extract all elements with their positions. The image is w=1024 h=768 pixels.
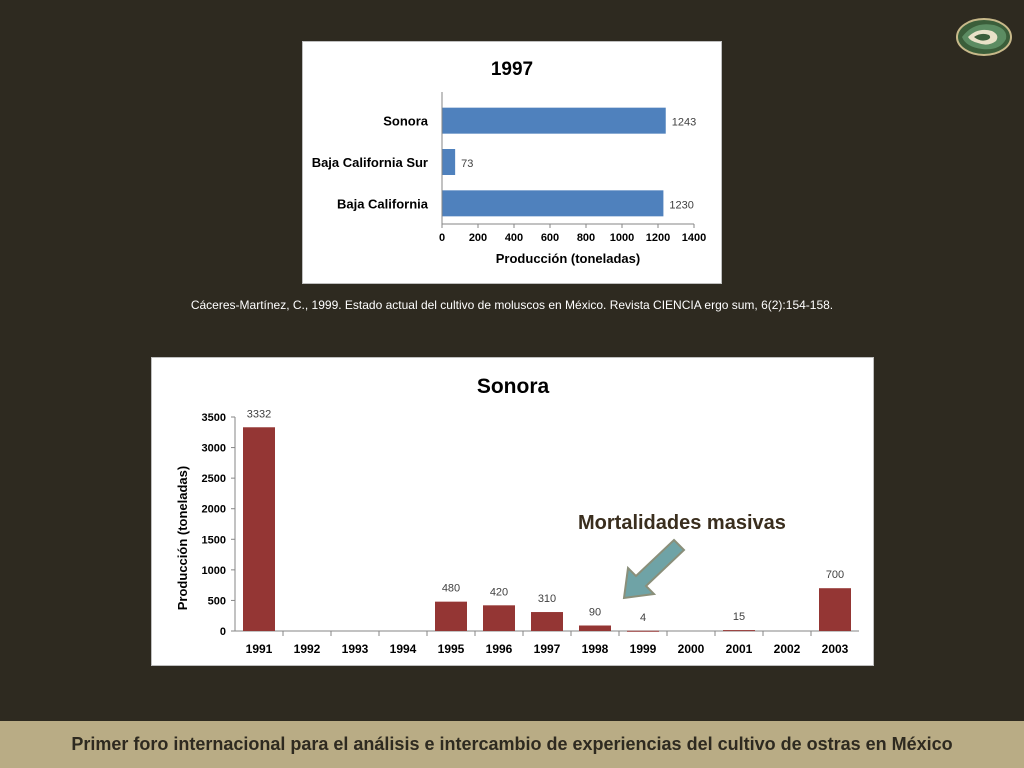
chart-title: 1997 (490, 59, 534, 80)
chart-1997-panel (302, 41, 722, 284)
chart-1997 (303, 42, 721, 283)
y-tick-label: 1000 (201, 564, 226, 577)
category-label: Baja California Sur (311, 155, 428, 170)
y-tick-label: 3000 (201, 442, 226, 455)
bar (442, 108, 666, 134)
data-label: 700 (825, 569, 845, 582)
chart-title: Sonora (476, 375, 550, 398)
bar (442, 190, 663, 216)
citation-text: Cáceres-Martínez, C., 1999. Estado actual del cultivo de moluscos en México. Revista CIENCIA ergo sum, 6(2):154-158. (190, 298, 834, 312)
data-label: 4 (639, 611, 647, 624)
x-tick-label: 2003 (821, 642, 849, 656)
x-tick-label: 1995 (437, 642, 465, 656)
x-tick-label: 200 (468, 232, 488, 244)
mortality-annotation: Mortalidades masivas (578, 512, 786, 534)
x-tick-label: 2000 (677, 642, 705, 656)
bar (627, 631, 659, 632)
bar (483, 605, 515, 631)
x-tick-label: 1998 (581, 642, 609, 656)
category-label: Sonora (383, 113, 428, 129)
y-tick-label: 2500 (201, 473, 226, 486)
x-tick-label: 1000 (609, 232, 635, 244)
bar (442, 149, 455, 175)
x-tick-label: 2001 (725, 642, 753, 656)
data-label: 420 (489, 586, 509, 599)
data-label: 3332 (246, 408, 272, 421)
y-tick-label: 3500 (201, 412, 226, 424)
data-label: 310 (537, 593, 557, 606)
x-tick-label: 1992 (293, 642, 321, 656)
bar (819, 588, 851, 631)
down-left-arrow-icon (616, 536, 688, 602)
x-tick-label: 600 (540, 232, 560, 244)
footer-band (0, 721, 1024, 768)
bar (531, 612, 563, 631)
bar (243, 427, 275, 631)
bar (435, 602, 467, 631)
x-tick-label: 1996 (485, 642, 513, 656)
oyster-logo-icon (954, 13, 1014, 59)
y-axis-label: Producción (toneladas) (175, 465, 190, 611)
bar (723, 630, 755, 631)
data-label: 90 (588, 606, 602, 619)
y-tick-label: 1500 (201, 534, 226, 547)
category-label: Baja California (336, 196, 428, 212)
data-label: 15 (732, 611, 746, 624)
x-tick-label: 1999 (629, 642, 657, 656)
x-tick-label: 800 (576, 232, 596, 244)
y-tick-label: 0 (219, 626, 226, 638)
x-tick-label: 1994 (389, 642, 417, 656)
x-tick-label: 1400 (681, 232, 707, 244)
data-label: 1243 (671, 116, 697, 129)
x-tick-label: 1993 (341, 642, 369, 656)
data-label: 1230 (669, 199, 694, 212)
x-tick-label: 1200 (645, 232, 671, 244)
footer-title: Primer foro internacional para el análisis e intercambio de experiencias del cultivo de ostras en México (71, 734, 953, 754)
x-tick-label: 0 (438, 232, 446, 244)
x-axis-label: Producción (toneladas) (495, 251, 641, 266)
x-tick-label: 1997 (533, 642, 561, 656)
bar (579, 625, 611, 631)
data-label: 480 (441, 582, 461, 595)
y-tick-label: 500 (207, 595, 226, 608)
data-label: 73 (461, 158, 474, 170)
y-tick-label: 2000 (201, 503, 226, 516)
x-tick-label: 400 (504, 232, 524, 244)
x-tick-label: 1991 (245, 642, 273, 656)
x-tick-label: 2002 (773, 642, 801, 656)
